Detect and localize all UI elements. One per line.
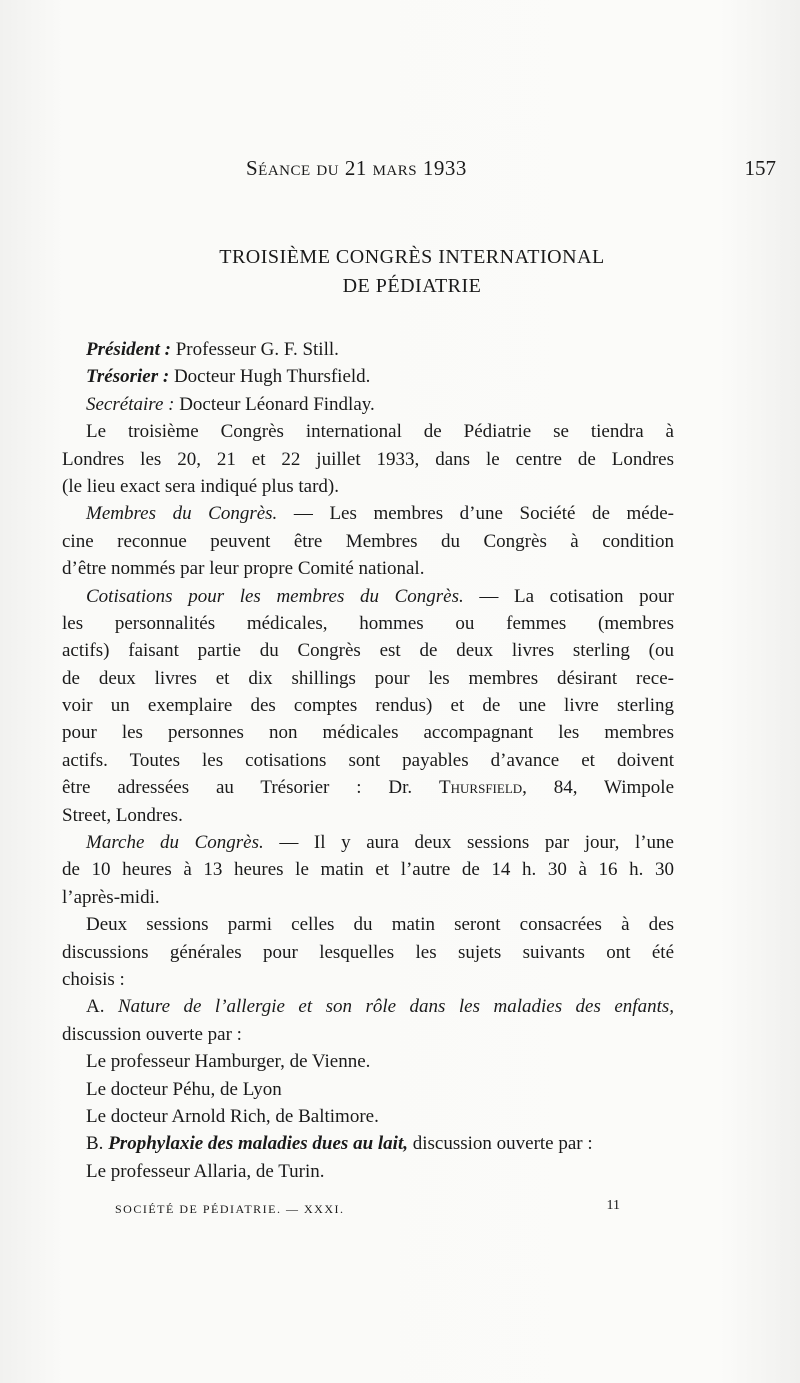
running-header [60, 156, 780, 186]
running-title-day: 21 [344, 156, 367, 180]
body-text [62, 336, 674, 1185]
paragraph-line: actifs) faisant partie du Congrès est de deux livres sterling (ou [62, 640, 674, 662]
sheet-number: 11 [606, 1198, 620, 1213]
officer-label: Trésorier : [86, 366, 170, 388]
paragraph-line [62, 829, 674, 856]
paragraph-line: pour les personnes non médicales accompagnant les membres [62, 722, 674, 744]
page-footer [100, 1198, 620, 1218]
paragraph-line: de deux livres et dix shillings pour les membres désirant rece- [62, 667, 674, 689]
page-number: 157 [744, 156, 776, 180]
paragraph-line: cine reconnue peuvent être Membres du Congrès à condition [62, 530, 674, 552]
running-title-year: 1933 [422, 156, 467, 180]
topic-letter: A. [86, 996, 105, 1018]
paragraph-text: discussion ouverte par : [407, 1133, 593, 1155]
paragraph-line: discussion ouverte par : [62, 1023, 242, 1045]
treasurer-name: Thursfield [439, 777, 523, 799]
officer-label: Secrétaire : [86, 393, 175, 415]
paragraph-label: Marche du Congrès. [86, 832, 264, 854]
paragraph-text: — Il y aura deux sessions par jour, l’une [263, 832, 674, 854]
paragraph-line: Londres les 20, 21 et 22 juillet 1933, dans le centre de Londres [62, 448, 674, 470]
signature-mark: SOCIÉTÉ DE PÉDIATRIE. — XXXI. [115, 1202, 345, 1216]
paragraph-line: de 10 heures à 13 heures le matin et l’autre de 14 h. 30 à 16 h. 30 [62, 859, 674, 881]
speaker-line: Le professeur Allaria, de Turin. [86, 1160, 325, 1182]
officer-label: Président : [86, 339, 171, 360]
section-heading-line-2: DE PÉDIATRIE [342, 275, 482, 297]
paragraph-line: Deux sessions parmi celles du matin seront consacrées à des [86, 914, 674, 936]
running-title [246, 156, 467, 181]
speaker-line: Le docteur Arnold Rich, de Baltimore. [86, 1105, 379, 1127]
paragraph-line: d’être nommés par leur propre Comité national. [62, 558, 425, 580]
paragraph-line: discussions générales pour lesquelles les sujets suivants ont été [62, 941, 674, 963]
paragraph-label: Cotisations pour les membres du Congrès. [86, 585, 464, 607]
topic-a-line [62, 993, 674, 1020]
paragraph-line: les personnalités médicales, hommes ou femmes (membres [62, 612, 674, 634]
paragraph-text: , 84, Wimpole [522, 777, 674, 799]
paragraph-line: Le troisième Congrès international de Pédiatrie se tiendra à [86, 421, 674, 443]
topic-letter: B. [86, 1133, 104, 1155]
speaker-line: Le professeur Hamburger, de Vienne. [86, 1051, 371, 1073]
paragraph-line: Street, Londres. [62, 804, 183, 826]
paragraph-line [62, 500, 674, 527]
paragraph-line: l’après-midi. [62, 886, 160, 908]
paragraph-line: choisis : [62, 968, 125, 990]
paragraph-line: (le lieu exact sera indiqué plus tard). [62, 475, 339, 497]
topic-title: Prophylaxie des maladies dues au lait, [108, 1133, 408, 1155]
officer-secretaire [62, 391, 674, 418]
paragraph-line: voir un exemplaire des comptes rendus) et de une livre sterling [62, 695, 674, 717]
paragraph-line [62, 774, 674, 801]
officer-value: Docteur Léonard Findlay. [179, 393, 375, 415]
paragraph-line [62, 583, 674, 610]
topic-b-line [62, 1130, 674, 1157]
officer-president [62, 336, 674, 363]
section-heading-line-1: TROISIÈME CONGRÈS INTERNATIONAL [219, 246, 605, 268]
paragraph-text: — Les membres d’une Société de méde- [277, 503, 674, 525]
paragraph-line: actifs. Toutes les cotisations sont payables d’avance et doivent [62, 749, 674, 771]
running-title-prefix: Séance du [246, 156, 340, 180]
paragraph-text: — La cotisation pour [463, 585, 674, 607]
officer-value: Professeur G. F. Still. [175, 339, 339, 360]
officer-value: Docteur Hugh Thursfield. [173, 366, 371, 388]
speaker-line: Le docteur Péhu, de Lyon [86, 1078, 282, 1100]
paragraph-label: Membres du Congrès. [86, 503, 278, 525]
running-title-month: mars [372, 156, 418, 180]
topic-title: Nature de l’allergie et son rôle dans les maladies des enfants, [117, 996, 674, 1018]
officer-tresorier [62, 363, 674, 390]
paragraph-text: être adressées au Trésorier : Dr. [62, 777, 413, 799]
